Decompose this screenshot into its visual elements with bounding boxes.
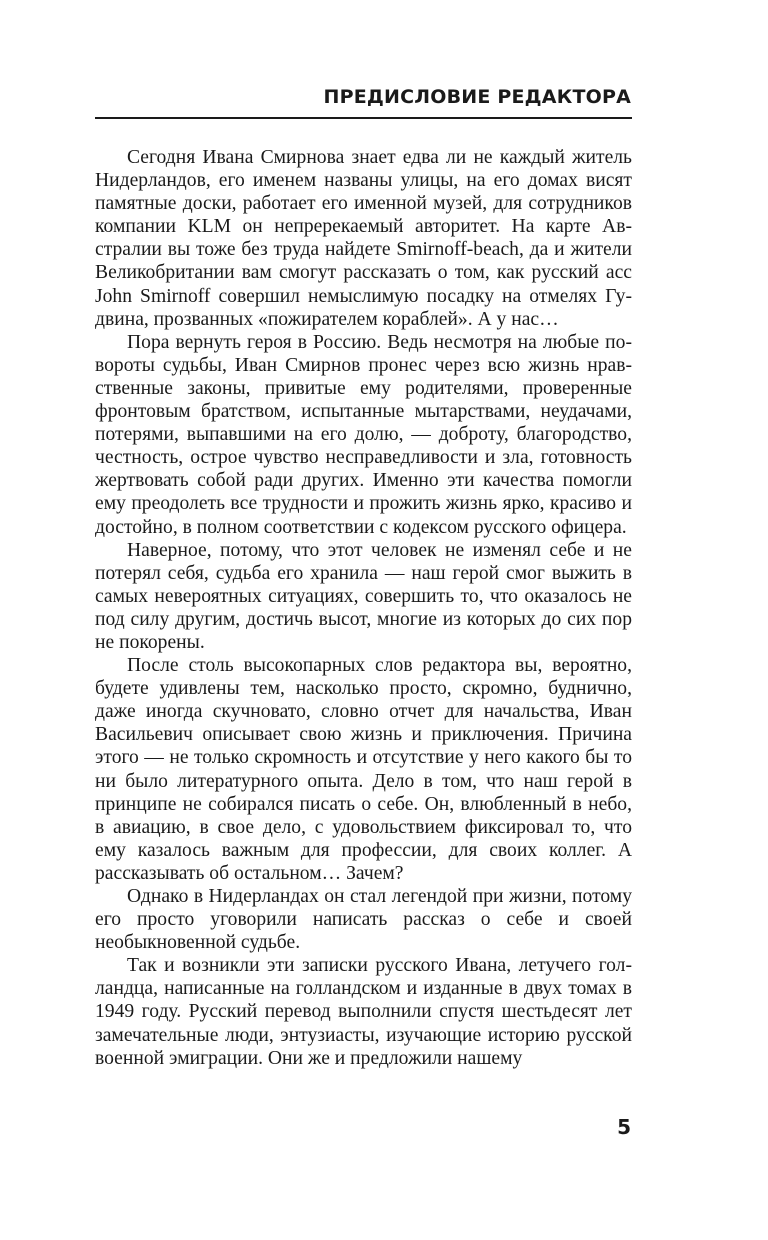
page-number: 5 [617, 1115, 631, 1139]
paragraph-6: Так и возникли эти записки русского Ивана, летучего голландца, написанные на голландском и изданные в двух томах в 1949 году. Русский перевод выполнили спустя шестьдесят лет замечательные люди, энтузиасты, изучающие историю русской военной эмиграции. Они же и предложили нашему [95, 955, 632, 1069]
paragraph-4: После столь высокопарных слов редактора вы, вероятно, будете удивлены тем, насколько просто, скромно, буднично, даже иногда скучновато, словно отчет для начальства, Иван Васильевич описывает свою жизнь и приключения. Причина этого — не только скромность и отсутствие у него какого бы то ни было литературного опыта. Дело в том, что наш герой в принципе не собирался писать о себе. Он, влюбленный в небо, в авиацию, в свое дело, с удовольствием фиксировал то, что ему казалось важным для профессии, для своих коллег. А рассказывать об остальном… Зачем? [95, 655, 632, 884]
body-text [95, 146, 632, 1070]
paragraph-5: Однако в Нидерландах он стал легендой при жизни, потому его просто уговорили написать рассказ о себе и своей необыкновенной судьбе. [95, 886, 632, 954]
paragraph-3: Наверное, потому, что этот человек не изменял себе и не потерял себя, судьба его хранила — наш герой смог выжить в самых невероятных ситуациях, совершить то, что оказалось не под силу другим, достичь высот, многие из которых до сих пор не покорены. [95, 539, 632, 653]
running-title: ПРЕДИСЛОВИЕ РЕДАКТОРА [323, 86, 631, 108]
header-rule [95, 117, 632, 119]
paragraph-2: Пора вернуть героя в Россию. Ведь несмотря на любые повороты судьбы, Иван Смирнов пронес через всю жизнь нравственные законы, привитые ему родителями, проверенные фронтовым братством, испытанные мытарствами, неудачами, потерями, выпавшими на его долю, — доброту, благородство, честность, острое чувство несправедливости и зла, готовность жертвовать собой ради других. Именно эти качества помогли ему преодолеть все трудности и прожить жизнь ярко, красиво и достойно, в полном соответствии с кодексом русского офицера. [95, 331, 632, 538]
paragraph-1: Сегодня Ивана Смирнова знает едва ли не каждый житель Нидерландов, его именем названы улицы, на его домах висят памятные доски, работает его именной музей, для сотрудников компании KLM он непререкаемый авторитет. На карте Австралии вы тоже без труда найдете Smirnoff-beach, да и жители Великобритании вам смогут рассказать о том, как русский асс John Smirnoff совершил немыслимую посадку на отмелях Гудвина, прозванных «пожирателем кораблей». А у нас… [95, 147, 632, 330]
